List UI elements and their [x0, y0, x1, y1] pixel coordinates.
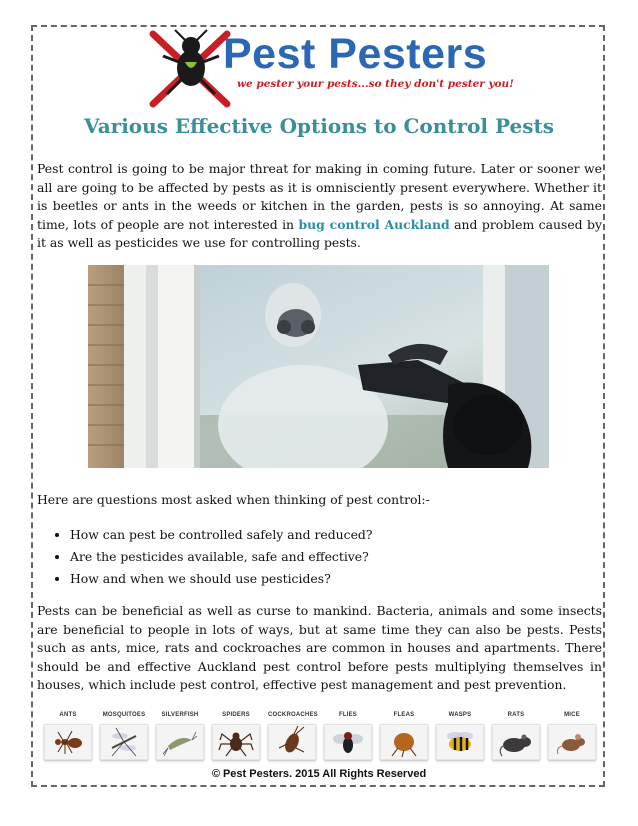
pest-cockroaches [268, 712, 316, 764]
pest-pesters-logo [145, 28, 514, 108]
copyright-footer: © Pest Pesters. 2015 All Rights Reserved [211, 768, 427, 780]
pest-ants [44, 712, 92, 764]
rat-icon [498, 726, 534, 758]
ant-icon [50, 726, 86, 758]
pest-control-photo [88, 265, 549, 468]
pest-mice [548, 712, 596, 764]
list-item: • How can pest be controlled safely and reduced? [70, 524, 610, 546]
pest-types-strip [40, 712, 600, 764]
intro-text-start: Pest control is going to be major threat for making in coming future. Later or sooner we all are going to be affected by pests as it is omnisciently present everywhere. Whether it is beetles or ants in the weeds or kitchen in the garden, pests is so annoying. At same time, lots of people are not interested in [37, 161, 602, 232]
pest-label: ANTS [59, 712, 77, 718]
spider-icon [218, 726, 254, 758]
pest-label: SILVERFISH [161, 712, 199, 718]
brand-tagline: we pester your pests...so they don't pester you! [237, 78, 514, 90]
pest-fleas [380, 712, 428, 764]
questions-list [37, 524, 610, 590]
pest-wasps [436, 712, 484, 764]
pest-flies [324, 712, 372, 764]
pest-label: SPIDERS [222, 712, 250, 718]
wasp-icon [442, 726, 478, 758]
intro-paragraph [37, 160, 602, 253]
pest-label: RATS [507, 712, 525, 718]
pest-label: MICE [564, 712, 580, 718]
pest-label: FLIES [338, 712, 357, 718]
pest-mosquitoes [100, 712, 148, 764]
pest-label: COCKROACHES [268, 712, 318, 718]
pest-rats [492, 712, 540, 764]
mosquito-icon [106, 726, 142, 758]
questions-intro: Here are questions most asked when thinking of pest control:- [37, 492, 430, 507]
mouse-icon [554, 726, 590, 758]
silverfish-icon [162, 726, 198, 758]
fly-icon [330, 726, 366, 758]
cockroach-icon [274, 726, 310, 758]
intro-text-end: and problem caused by it as well as pesticides we use for controlling pests. [37, 216, 602, 251]
pest-label: FLEAS [393, 712, 415, 718]
pest-label: MOSQUITOES [102, 712, 146, 718]
brand-name: Pest Pesters [223, 30, 488, 78]
flea-icon [386, 726, 422, 758]
list-item: • How and when we should use pesticides? [70, 568, 610, 590]
pest-silverfish [156, 712, 204, 764]
list-item: • Are the pesticides available, safe and effective? [70, 546, 610, 568]
page-title: Various Effective Options to Control Pests [84, 114, 554, 138]
pest-label: WASPS [448, 712, 472, 718]
pest-spiders [212, 712, 260, 764]
pests-paragraph: Pests can be beneficial as well as curse to mankind. Bacteria, animals and some insects are beneficial to people in lots of ways, but at same time they can also be pests. Pests such as ants, mice, rats and cockroaches are common in houses and apartments. There should be and effective Auckland pest control before pests multiplying themselves in houses, which include pest control, effective pest management and pest prevention. [37, 603, 602, 693]
bug-control-auckland-link[interactable]: bug control Auckland [298, 216, 450, 232]
bug-logo-icon [145, 28, 235, 110]
